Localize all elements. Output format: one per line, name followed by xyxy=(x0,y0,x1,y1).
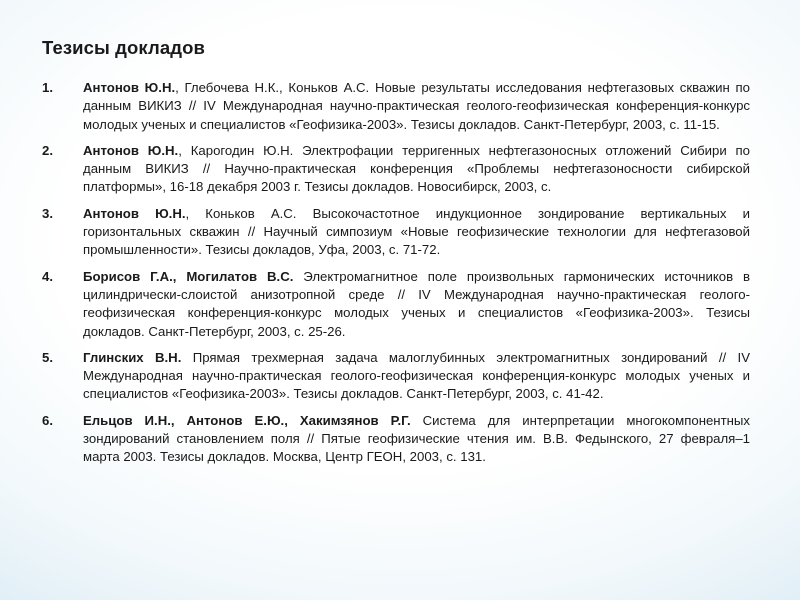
reference-item xyxy=(42,412,750,467)
reference-authors: Антонов Ю.Н. xyxy=(83,142,179,158)
reference-authors: Антонов Ю.Н. xyxy=(83,205,186,221)
reference-item xyxy=(42,205,750,260)
reference-number: 1. xyxy=(42,80,53,95)
reference-item xyxy=(42,79,750,134)
reference-authors: Антонов Ю.Н. xyxy=(83,80,176,95)
reference-number: 6. xyxy=(42,412,53,428)
reference-item xyxy=(42,349,750,404)
reference-item xyxy=(42,142,750,197)
reference-number: 2. xyxy=(42,142,53,158)
reference-number: 5. xyxy=(42,349,53,365)
reference-text: Прямая трехмерная задача малоглубинных электромагнитных зондирований // IV Международная научно-практическая геолого-геофизическая конференция-конкурс молодых ученых и специалистов «Геофизика-2003». Тезисы докладов. Санкт-Петербург, 2003, с. 41-42. xyxy=(83,349,751,402)
reference-number: 4. xyxy=(42,268,53,284)
reference-text: , Карогодин Ю.Н. Электрофации терригенных нефтегазоносных отложений Сибири по данным ВИКИЗ // Научно-практическая конференция «Проблемы нефтегазоносности сибирской платформы», 16-18 декабря 2003 г. Тезисы докладов. Новосибирск, 2003, с. xyxy=(83,142,750,195)
reference-authors: Борисов Г.А., Могилатов В.С. xyxy=(83,268,294,284)
reference-text: , Коньков А.С. Высокочастотное индукционное зондирование вертикальных и горизонтальных скважин // Научный симпозиум «Новые геофизические технологии для нефтегазовой промышленности». Тезисы докладов, Уфа, 2003, с. 71-72. xyxy=(83,205,750,258)
reference-number: 3. xyxy=(42,205,53,221)
reference-item xyxy=(42,268,750,341)
reference-list xyxy=(42,79,750,475)
reference-text: Электромагнитное поле произвольных гармонических источников в цилиндрически-слоистой анизотропной среде // IV Международная научно-практическая геолого-геофизическая конференция-конкурс молодых ученых и специалистов «Геофизика-2003». Тезисы докладов. Санкт-Петербург, 2003, с. 25-26. xyxy=(83,268,750,339)
slide-title: Тезисы докладов xyxy=(42,37,205,58)
reference-authors: Ельцов И.Н., Антонов Е.Ю., Хакимзянов Р.Г. xyxy=(83,412,411,428)
reference-text: , Глебочева Н.К., Коньков А.С. Новые результаты исследования нефтегазовых скважин по данным ВИКИЗ // IV Международная научно-практическая геолого-геофизическая конференция-конкурс молодых ученых и специалистов «Геофизика-2003». Тезисы докладов. Санкт-Петербург, 2003, с. 11-15. xyxy=(83,80,751,132)
reference-authors: Глинских В.Н. xyxy=(83,349,182,365)
reference-text: Система для интерпретации многокомпонентных зондирований становлением поля // Пятые геофизические чтения им. В.В. Федынского, 27 февраля–1 марта 2003. Тезисы докладов. Москва, Центр ГЕОН, 2003, с. 131. xyxy=(83,412,750,465)
